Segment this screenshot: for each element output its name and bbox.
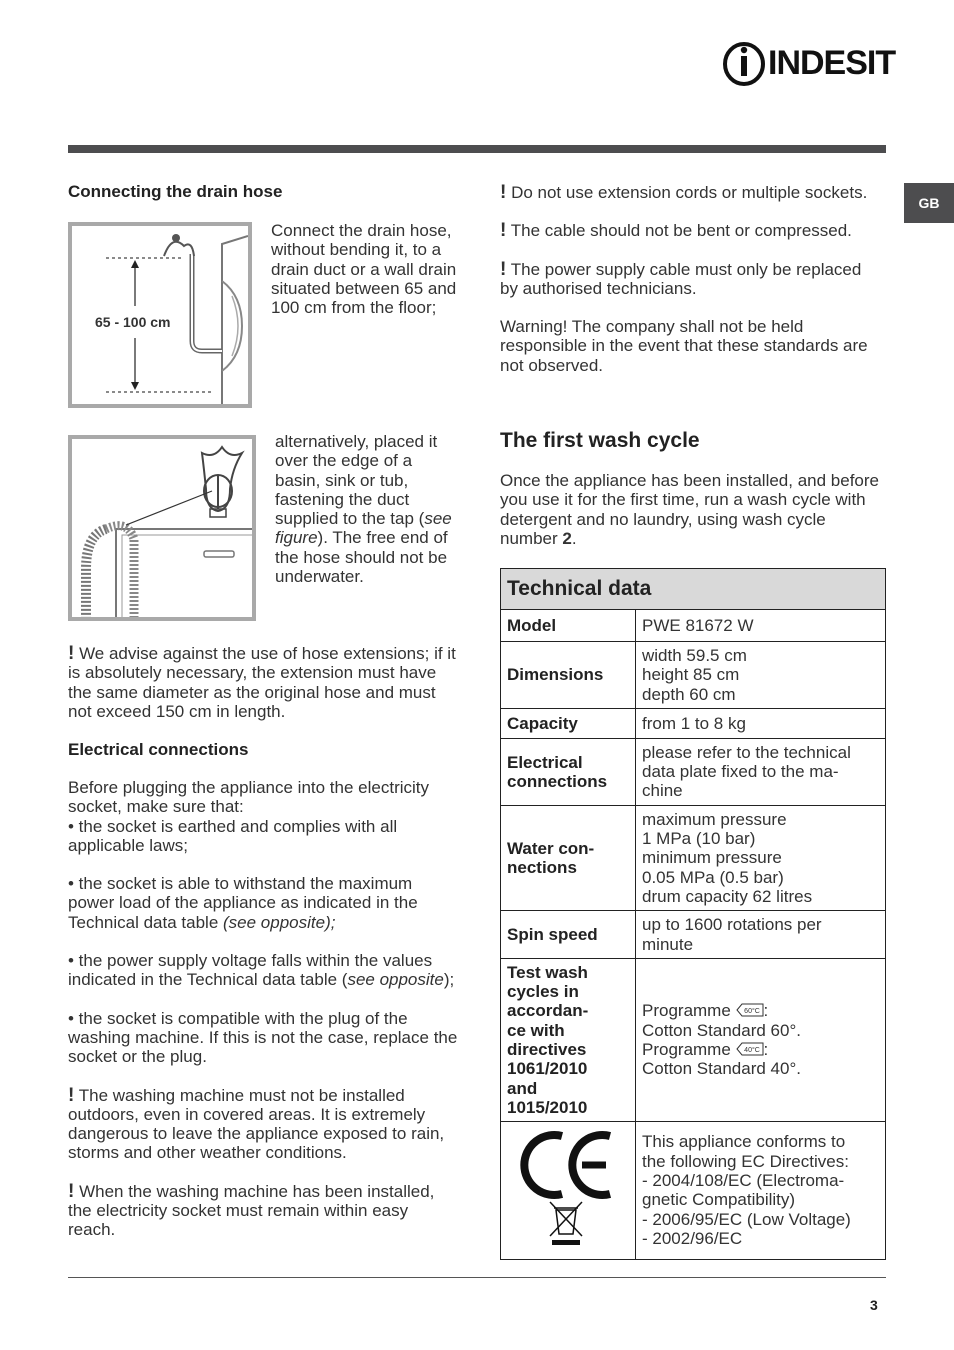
drain-hose-basin-figure — [68, 435, 256, 621]
svg-text:40°C: 40°C — [743, 1047, 760, 1055]
header-bar — [68, 145, 886, 153]
exclamation-icon: ! — [500, 258, 507, 280]
drain-hose-heading: Connecting the drain hose — [68, 182, 283, 201]
page-number: 3 — [870, 1297, 878, 1313]
right-warnings: ! Do not use extension cords or multiple sockets. ! The cable should not be bent or compressed. ! The power supply cable must only be replaced by authorised technicians. Warning! The company shall not be held responsible in the event that these standards are not observed. — [500, 182, 868, 375]
table-row: Water con- nections maximum pressure 1 MPa (10 bar) minimum pressure 0.05 MPa (0.5 bar) drum capacity 62 litres — [501, 805, 886, 910]
table-row: Electrical connections please refer to the technical data plate fixed to the ma- chine — [501, 738, 886, 805]
drain-para-2: alternatively, placed it over the edge of a basin, sink or tub, fastening the duct supplied to the tap (see figure). The free end of the hose should not be underwater. — [275, 432, 452, 587]
exclamation-icon: ! — [68, 1180, 75, 1202]
technical-data-title: Technical data — [501, 569, 886, 610]
table-row: Spin speed up to 1600 rotations per minute — [501, 911, 886, 959]
table-row: This appliance conforms to the following EC Directives: - 2004/108/EC (Electroma- gnetic Compatibility) - 2006/95/EC (Low Voltage) - 2002/96/EC — [501, 1122, 886, 1259]
technical-data-table — [500, 568, 886, 1260]
exclamation-icon: ! — [68, 643, 75, 664]
first-wash-body: Once the appliance has been installed, and before you use it for the first time, run a wash cycle with detergent and no laundry, using wash cycle number 2. — [500, 471, 879, 548]
programme-60-icon — [736, 1003, 764, 1017]
table-row: Test wash cycles in accordan- ce with directives 1061/2010 and 1015/2010 Programme 60°C : Cotton Standard 60°. Programme 40°C : Cotton Standard 40°. — [501, 958, 886, 1121]
table-row: Model PWE 81672 W — [501, 610, 886, 642]
exclamation-icon: ! — [500, 220, 507, 242]
programme-40-icon — [736, 1042, 764, 1056]
hose-extension-warning: ! We advise against the use of hose extensions; if it is absolutely necessary, the extension must have the same diameter as the original hose and must not exceed 150 cm in length. — [68, 643, 456, 721]
brand-name: INDESIT — [768, 44, 896, 82]
drain-height-label: 65 - 100 cm — [95, 314, 171, 330]
exclamation-icon: ! — [68, 1084, 75, 1106]
weee-bin-icon — [548, 1200, 584, 1246]
electrical-heading: Electrical connections — [68, 740, 249, 759]
table-row: Dimensions width 59.5 cm height 85 cm depth 60 cm — [501, 642, 886, 709]
first-wash-heading: The first wash cycle — [500, 429, 700, 452]
table-row: Capacity from 1 to 8 kg — [501, 708, 886, 738]
drain-para-1: Connect the drain hose, without bending it, to a drain duct or a wall drain situated between 65 and 100 cm from the floor; — [271, 221, 457, 318]
electrical-body: Before plugging the appliance into the electricity socket, make sure that: • the socket is earthed and complies with all applicable laws; • the socket is able to withstand the maximum power load of the appliance as indicated in the Technical data table (see opposite); • the power supply voltage falls within the values indicated in the Technical data table (see opposite); • the socket is compatible with the plug of the washing machine. If this is not the case, replace the socket or the plug. ! The washing machine must not be installed outdoors, even in covered areas. It is extremely dangerous to leave the appliance exposed to rain, storms and other weather conditions. ! When the washing machine has been installed, the electricity socket must remain within easy reach. — [68, 778, 458, 1240]
language-tab: GB — [904, 183, 954, 223]
footer-rule — [68, 1277, 886, 1278]
svg-text:60°C: 60°C — [743, 1008, 760, 1016]
exclamation-icon: ! — [500, 182, 507, 203]
